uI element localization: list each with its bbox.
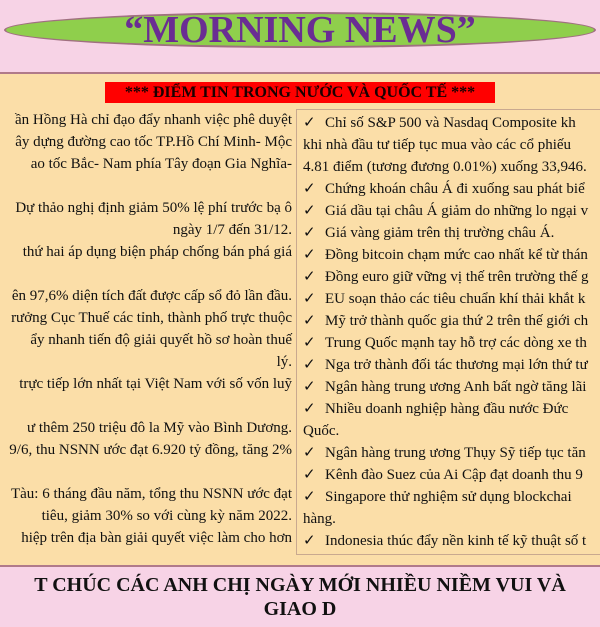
- domestic-news-line: [4, 395, 292, 417]
- footer-band: [0, 567, 600, 627]
- check-icon: ✓: [303, 203, 316, 219]
- news-text: hàng.: [303, 511, 336, 527]
- domestic-news-column: [0, 109, 296, 555]
- check-icon: ✓: [303, 181, 316, 197]
- domestic-news-line: [4, 461, 292, 483]
- international-news-line: [303, 156, 594, 178]
- check-icon: ✓: [303, 269, 316, 285]
- international-news-line: [303, 244, 594, 266]
- international-news-line: [303, 222, 594, 244]
- news-text: khi nhà đầu tư tiếp tục mua vào các cổ phiếu: [303, 137, 572, 153]
- news-text: Đồng euro giữ vững vị thế trên trường thế g: [325, 269, 589, 285]
- international-news-line: [303, 332, 594, 354]
- domestic-news-line: Tàu: 6 tháng đầu năm, tổng thu NSNN ước đạt: [10, 486, 292, 502]
- check-icon: ✓: [303, 379, 316, 395]
- international-news-line: [303, 310, 594, 332]
- domestic-news-line: ư thêm 250 triệu đô la Mỹ vào Bình Dương.: [27, 420, 292, 436]
- domestic-news-line: thứ hai áp dụng biện pháp chống bán phá giá: [22, 244, 292, 260]
- check-icon: ✓: [303, 313, 316, 329]
- international-news-line: [303, 530, 594, 552]
- international-news-line: [303, 112, 594, 134]
- international-news-line: [303, 464, 594, 486]
- news-text: Giá dầu tại châu Á giảm do những lo ngại v: [325, 203, 589, 219]
- news-text: Quốc.: [303, 423, 340, 439]
- news-text: Đồng bitcoin chạm mức cao nhất kể từ thán: [325, 247, 588, 263]
- international-news-line: [303, 354, 594, 376]
- check-icon: ✓: [303, 247, 316, 263]
- international-news-column: [296, 109, 600, 555]
- international-news-line: [303, 508, 594, 530]
- check-icon: ✓: [303, 489, 316, 505]
- news-text: Chỉ số S&P 500 và Nasdaq Composite kh: [325, 115, 576, 131]
- domestic-news-line: ên 97,6% diện tích đất được cấp sổ đỏ lần đầu.: [11, 288, 292, 304]
- domestic-news-line: hiệp trên địa bàn giải quyết việc làm cho hơn: [21, 530, 292, 546]
- news-text: Indonesia thúc đẩy nền kinh tế kỹ thuật số t: [325, 533, 587, 549]
- check-icon: ✓: [303, 445, 316, 461]
- international-news-line: [303, 288, 594, 310]
- news-text: 4.81 điểm (tương đương 0.01%) xuống 33,946.: [303, 159, 587, 175]
- domestic-news-line: trực tiếp lớn nhất tại Việt Nam với số vốn luỹ: [19, 376, 292, 392]
- domestic-news-line: ần Hồng Hà chỉ đạo đẩy nhanh việc phê duyệt: [15, 112, 292, 128]
- check-icon: ✓: [303, 335, 316, 351]
- domestic-news-line: Dự thảo nghị định giảm 50% lệ phí trước bạ ô: [15, 200, 292, 216]
- international-news-line: [303, 178, 594, 200]
- domestic-news-line: ngày 1/7 đến 31/12.: [172, 222, 292, 238]
- check-icon: ✓: [303, 291, 316, 307]
- news-text: Kênh đào Suez của Ai Cập đạt doanh thu 9: [325, 467, 583, 483]
- domestic-news-line: rưởng Cục Thuế các tỉnh, thành phố trực thuộc: [11, 310, 292, 326]
- news-columns: [0, 109, 600, 555]
- news-text: Ngân hàng trung ương Thụy Sỹ tiếp tục tăn: [325, 445, 586, 461]
- page-title: “MORNING NEWS”: [124, 9, 476, 51]
- section-title: *** ĐIỂM TIN TRONG NƯỚC VÀ QUỐC TẾ ***: [105, 82, 495, 103]
- news-text: Nga trở thành đối tác thương mại lớn thứ tư: [325, 357, 588, 373]
- international-news-line: [303, 398, 594, 420]
- domestic-news-line: 9/6, thu NSNN ước đạt 6.920 tỷ đồng, tăng 2%: [9, 442, 292, 458]
- domestic-news-line: lý.: [276, 354, 292, 370]
- domestic-news-line: ẩy nhanh tiến độ giải quyết hồ sơ hoàn thuế: [30, 332, 292, 348]
- news-text: Ngân hàng trung ương Anh bất ngờ tăng lãi: [325, 379, 587, 395]
- domestic-news-line: ây dựng đường cao tốc TP.Hồ Chí Minh- Mộc: [15, 134, 292, 150]
- domestic-news-line: tiêu, giảm 30% so với cùng kỳ năm 2022.: [41, 508, 292, 524]
- check-icon: ✓: [303, 401, 316, 417]
- news-text: Singapore thử nghiệm sử dụng blockchai: [325, 489, 572, 505]
- news-text: Mỹ trở thành quốc gia thứ 2 trên thế giới ch: [325, 313, 589, 329]
- footer-greeting: T CHÚC CÁC ANH CHỊ NGÀY MỚI NHIỀU NIỀM VUI VÀ GIAO D: [34, 574, 566, 620]
- international-news-line: [303, 376, 594, 398]
- check-icon: ✓: [303, 467, 316, 483]
- domestic-news-line: [4, 175, 292, 197]
- news-text: Trung Quốc mạnh tay hỗ trợ các dòng xe th: [325, 335, 587, 351]
- check-icon: ✓: [303, 225, 316, 241]
- news-text: Nhiều doanh nghiệp hàng đầu nước Đức: [325, 401, 569, 417]
- international-news-line: [303, 134, 594, 156]
- news-text: Giá vàng giảm trên thị trường châu Á.: [325, 225, 555, 241]
- international-news-line: [303, 420, 594, 442]
- international-news-line: [303, 486, 594, 508]
- news-body: [0, 74, 600, 567]
- domestic-news-line: [4, 263, 292, 285]
- check-icon: ✓: [303, 115, 316, 131]
- check-icon: ✓: [303, 357, 316, 373]
- international-news-line: [303, 200, 594, 222]
- check-icon: ✓: [303, 533, 316, 549]
- international-news-line: [303, 442, 594, 464]
- news-text: EU soạn thảo các tiêu chuẩn khí thải khắt k: [325, 291, 586, 307]
- news-text: Chứng khoán châu Á đi xuống sau phát biể: [325, 181, 585, 197]
- international-news-line: [303, 266, 594, 288]
- header-band: [0, 0, 600, 74]
- domestic-news-line: ao tốc Bắc- Nam phía Tây đoạn Gia Nghĩa-: [30, 156, 292, 172]
